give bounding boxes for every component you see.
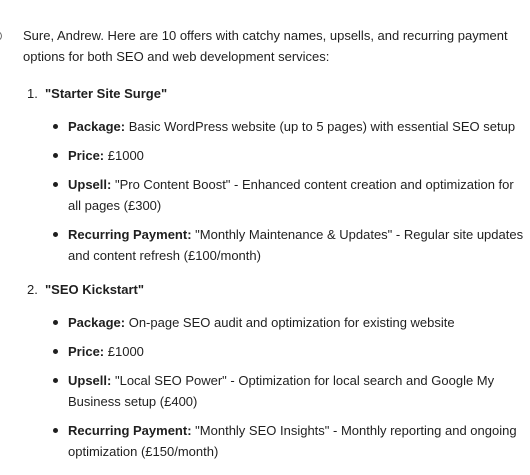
bullet-icon (53, 428, 58, 433)
bullet-icon (53, 124, 58, 129)
detail-text: "Pro Content Boost" - Enhanced content creation and optimization for all pages (£300) (68, 177, 514, 213)
detail-text: Basic WordPress website (up to 5 pages) with essential SEO setup (128, 119, 516, 134)
offer-detail-price (23, 145, 528, 166)
detail-label: Upsell: (68, 177, 112, 192)
offer-detail-recurring (23, 224, 528, 266)
detail-label: Recurring Payment: (68, 227, 192, 242)
detail-text: "Local SEO Power" - Optimization for local search and Google My Business setup (£400) (68, 373, 495, 409)
offer-detail-recurring (23, 420, 528, 462)
offer-item (23, 83, 523, 266)
message-intro: Sure, Andrew. Here are 10 offers with catchy names, upsells, and recurring payment options for both SEO and web development services: (23, 28, 508, 64)
offer-list (23, 83, 523, 462)
assistant-message (23, 25, 523, 475)
detail-text: On-page SEO audit and optimization for existing website (128, 315, 455, 330)
offer-detail-package (23, 312, 528, 333)
offer-detail-price (23, 341, 528, 362)
assistant-avatar-icon (0, 31, 2, 41)
detail-label: Package: (68, 315, 126, 330)
offer-detail-package (23, 116, 528, 137)
bullet-icon (53, 153, 58, 158)
offer-heading (23, 279, 523, 300)
detail-text: "Monthly SEO Insights" - Monthly reporting and ongoing optimization (£150/month) (68, 423, 517, 459)
detail-label: Price: (68, 344, 105, 359)
offer-details (23, 312, 523, 462)
offer-name: "SEO Kickstart" (45, 282, 145, 297)
detail-label: Price: (68, 148, 105, 163)
bullet-icon (53, 232, 58, 237)
detail-label: Upsell: (68, 373, 112, 388)
offer-number: 2. (27, 282, 38, 297)
detail-label: Package: (68, 119, 126, 134)
bullet-icon (53, 320, 58, 325)
offer-heading (23, 83, 523, 104)
offer-number: 1. (27, 86, 38, 101)
offer-detail-upsell (23, 174, 528, 216)
offer-item (23, 279, 523, 462)
detail-text: "Monthly Maintenance & Updates" - Regular site updates and content refresh (£100/month) (68, 227, 524, 263)
offer-name: "Starter Site Surge" (45, 86, 168, 101)
offer-detail-upsell (23, 370, 528, 412)
detail-text: £1000 (107, 148, 144, 163)
bullet-icon (53, 182, 58, 187)
bullet-icon (53, 349, 58, 354)
detail-text: £1000 (107, 344, 144, 359)
offer-details (23, 116, 523, 266)
detail-label: Recurring Payment: (68, 423, 192, 438)
bullet-icon (53, 378, 58, 383)
